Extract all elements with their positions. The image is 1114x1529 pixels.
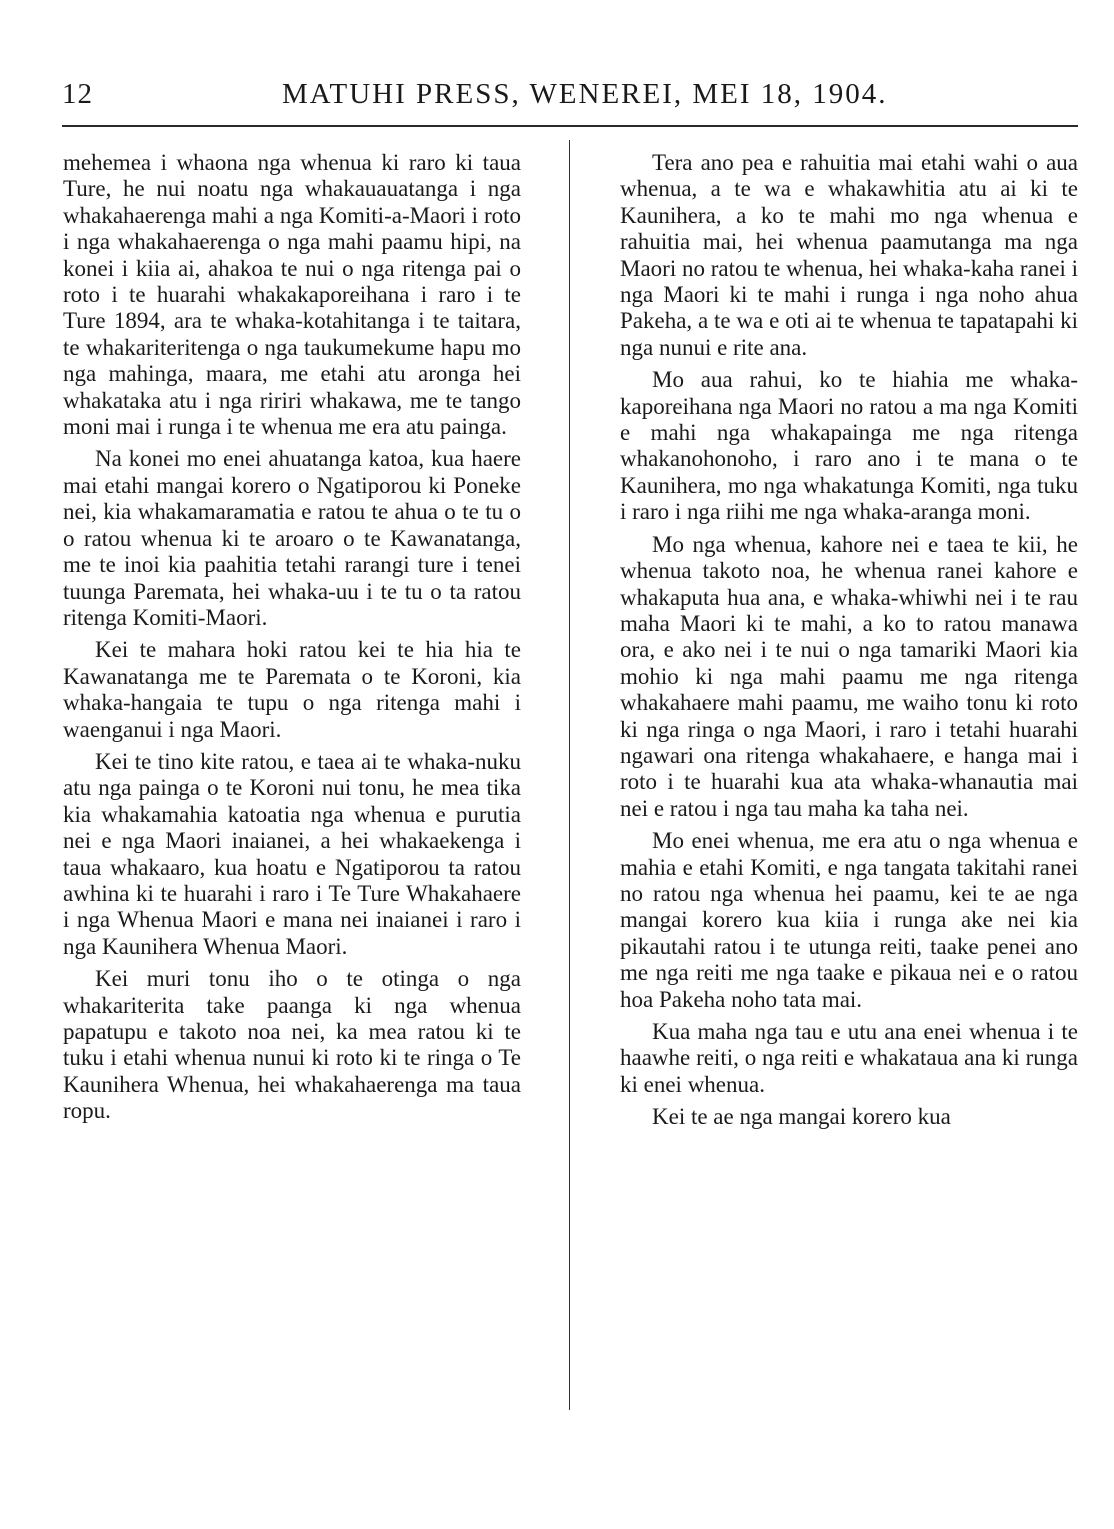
paragraph: Kua maha nga tau e utu ana enei whenua i te haawhe reiti, o nga reiti e whakataua ana ki runga ki enei whenua. [620,1019,1078,1097]
left-column [63,150,521,1131]
paragraph: Mo enei whenua, me era atu o nga whenua e mahia e etahi Komiti, e nga tangata takitahi ranei no ratou nga whenua hei paamu, kei te ae nga mangai korero kua kiia i runga ake nei kia pikautahi ratou i te utunga reiti, taake penei ano me nga reiti me nga taake e pikaua nei e o ratou hoa Pakeha noho tata mai. [620,828,1078,1012]
paragraph: Kei muri tonu iho o te otinga o nga whakariterita take paanga ki nga whenua papatupu e takoto noa nei, ka mea ratou ki te tuku i etahi whenua nunui ki roto ki te ringa o Te Kaunihera Whenua, hei whakahaerenga ma taua ropu. [63,966,521,1124]
paragraph: Mo nga whenua, kahore nei e taea te kii, he whenua takoto noa, he whenua ranei kahore e whakaputa hua ana, e whaka-whiwhi nei i te rau maha Maori ki te mahi, a ko to ratou manawa ora, e ako nei i te nui o nga tamariki Maori kia mohio ki nga mahi paamu me nga ritenga whakahaere mahi paamu, me waiho tonu ki roto ki nga ringa o nga Maori, i raro i tetahi huarahi ngawari ona ritenga whakahaere, e hanga mai i roto i te huarahi kua ata whaka-whanautia mai nei e ratou i nga tau maha ka taha nei. [620,531,1078,821]
paragraph: Na konei mo enei ahuatanga katoa, kua haere mai etahi mangai korero o Ngatiporou ki Poneke nei, kia whakamaramatia e ratou te ahua o te tu o o ratou whenua ki te aroaro o te Kawanatanga, me te inoi kia paahitia tetahi rarangi ture i tenei tuunga Paremata, hei whaka-uu i te tu o ta ratou ritenga Komiti-Maori. [63,446,521,630]
paragraph: Kei te mahara hoki ratou kei te hia hia te Kawanatanga me te Paremata o te Koroni, kia whaka-hangaia te tupu o nga ritenga mahi i waenganui i nga Maori. [63,637,521,742]
column-divider [569,140,570,1410]
paragraph: Tera ano pea e rahuitia mai etahi wahi o aua whenua, a te wa e whakawhitia atu ai ki te Kaunihera, a ko te mahi mo nga whenua e rahuitia mai, hei whenua paamutanga ma nga Maori no ratou te whenua, hei whaka-kaha ranei i nga Maori ki te mahi i runga i nga noho ahua Pakeha, a te wa e oti ai te whenua te tapatapahi ki nga nunui e rite ana. [620,150,1078,360]
paragraph: Kei te tino kite ratou, e taea ai te whaka-nuku atu nga painga o te Koroni nui tonu, he mea tika kia whakamahia katoatia nga whenua e purutia nei e nga Maori inaianei, a hei whakaekenga i taua whakaaro, kua hoatu e Ngatiporou ta ratou awhina ki te huarahi i raro i Te Ture Whakahaere i nga Whenua Maori e mana nei inaianei i raro i nga Kaunihera Whenua Maori. [63,748,521,959]
paragraph: mehemea i whaona nga whenua ki raro ki taua Ture, he nui noatu nga whakauauatanga i nga whakahaerenga mahi a nga Komiti-a-Maori i roto i nga whakahaerenga o nga mahi paamu hipi, na konei i kiia ai, ahakoa te nui o nga ritenga pai o roto i te huarahi whakakaporeihana i raro i te Ture 1894, ara te whaka-kotahitanga i te taitara, te whakariteritenga o nga taukumekume hapu mo nga mahinga, maara, me etahi atu aronga hei whakataka atu i nga ririri whakawa, me te tango moni mai i runga i te whenua me era atu painga. [63,150,521,440]
masthead: MATUHI PRESS, WENEREI, MEI 18, 1904. [282,78,888,110]
paragraph: Kei te ae nga mangai korero kua [652,1104,951,1130]
page-header [62,78,1078,118]
header-rule [62,125,1078,127]
paragraph: Mo aua rahui, ko te hiahia me whaka-kaporeihana nga Maori no ratou a ma nga Komiti e mahi nga whakapainga me nga ritenga whakanohonoho, i raro ano i te mana o te Kaunihera, mo nga whakatunga Komiti, nga tuku i raro i nga riihi me nga whaka-aranga moni. [620,367,1078,525]
page-number: 12 [62,78,93,110]
right-column [620,150,1078,1137]
